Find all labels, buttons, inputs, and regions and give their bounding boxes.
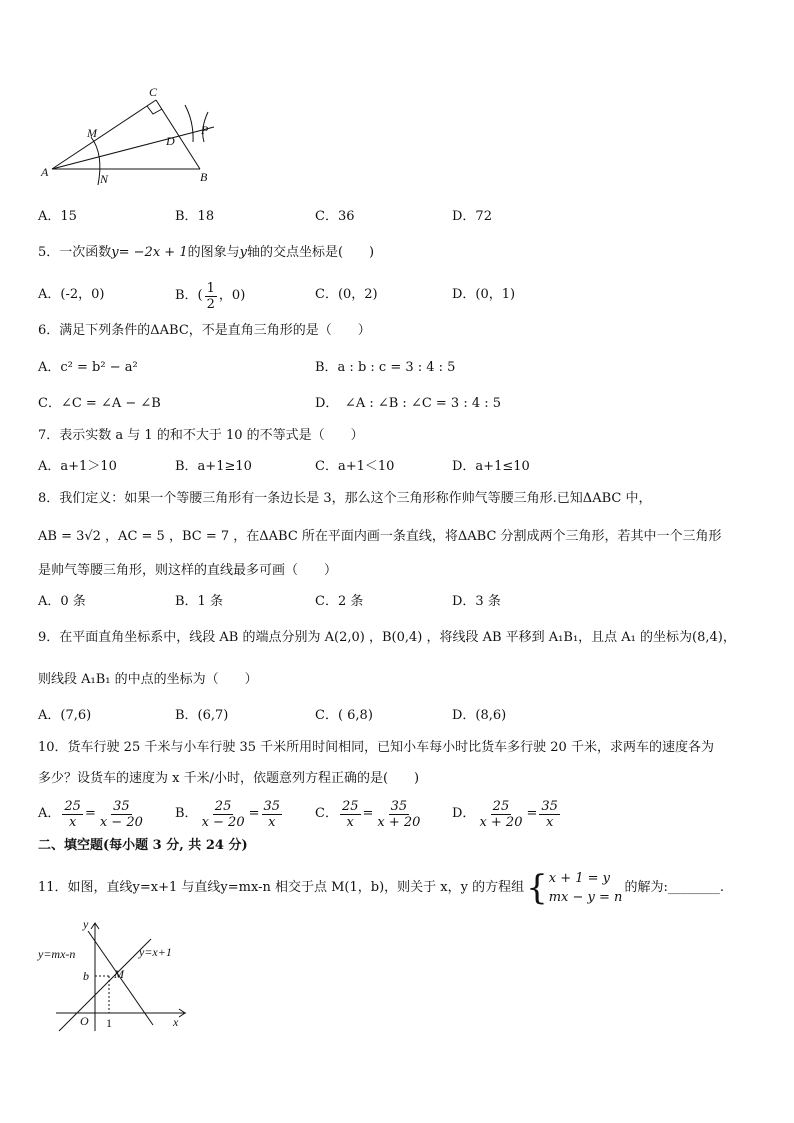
q10-a-d1: x [68,814,77,830]
label-C: C [149,85,158,99]
q6-option-c[interactable]: C．∠C = ∠A − ∠B [38,396,161,411]
q10-c-label: C． [315,806,338,821]
q10-a-frac1 [62,799,83,830]
label-B: B [200,170,208,184]
q5-b-num: 1 [206,280,215,296]
q10-d-d2: x [545,814,554,830]
q10-c-frac1 [340,799,361,830]
label-1: 1 [106,1016,112,1030]
q10-option-c[interactable]: C． $\frac{25}{x}$ = $\frac{35}{x + 20}$ [315,798,421,830]
q10-b-frac1 [200,799,247,830]
label-P: P [201,123,209,137]
q5-post: 轴的交点坐标是( ) [246,245,375,260]
q10-c-n1: 25 [341,798,359,814]
q10-d-frac2 [539,799,560,830]
q10-a-d2: x − 20 [99,814,143,830]
q10-b-frac2 [262,799,283,830]
q10-d-label: D． [452,806,476,821]
q5-b-den: 2 [206,296,215,312]
question-7-stem: 7．表示实数 a 与 1 的和不大于 10 的不等式是（ ） [38,428,364,443]
question-9-line1: 9．在平面直角坐标系中，线段 AB 的端点分别为 A(2,0) ，B(0,4) ，将线段 AB 平移到 A₁B₁，且点 A₁ 的坐标为(8,4)， [38,630,736,645]
q5-formula-lhs: y [111,245,119,260]
q8-option-b[interactable]: B．1 条 [175,594,223,609]
q9-option-c[interactable]: C．( 6,8) [315,708,373,723]
q4-option-d[interactable]: D．72 [452,209,492,224]
question-8-line3: 是帅气等腰三角形，则这样的直线最多可画（ ） [38,563,338,578]
q6-option-b[interactable]: B．a : b : c = 3 : 4 : 5 [315,360,456,375]
question-6-stem: 6．满足下列条件的ΔABC，不是直角三角形的是（ ） [38,323,371,338]
graph-figure [36,915,186,1033]
q5-var: y [239,245,247,260]
triangle-figure [38,82,228,187]
q10-d-n1: 25 [492,798,510,814]
question-9-line2: 则线段 A₁B₁ 的中点的坐标为（ ） [38,672,258,687]
label-M: M [87,126,97,140]
q5-option-d[interactable]: D．(0，1) [452,287,516,302]
q4-option-a[interactable]: A．15 [38,209,77,224]
q10-option-a[interactable]: A． $\frac{25}{x}$ = $\frac{35}{x - 20}$ [38,798,143,830]
q5-option-b[interactable] [175,276,245,316]
q9-option-a[interactable]: A．(7,6) [38,708,92,723]
side-AC [52,100,156,169]
q10-a-label: A． [38,806,61,821]
q5-option-b-post: ，0) [218,288,246,303]
q5-option-b-pre: B．( [175,288,203,303]
q8-option-a[interactable]: A．0 条 [38,594,86,609]
arc-P1 [185,105,193,142]
q11-eq2: mx − y = n [548,890,623,905]
q5-option-b-fraction [205,281,217,312]
q7-option-c[interactable]: C．a+1＜10 [315,459,395,474]
q6-option-d[interactable]: D． ∠A : ∠B : ∠C = 3 : 4 : 5 [315,396,502,411]
label-M: M [114,967,124,981]
q9-option-b[interactable]: B．(6,7) [175,708,229,723]
q11-brace: { [526,868,548,908]
label-A: A [41,165,49,179]
q10-option-b[interactable]: B． $\frac{25}{x - 20}$ = $\frac{35}{x}$ [175,798,281,830]
right-angle-mark [147,106,162,114]
q4-option-c[interactable]: C．36 [315,209,355,224]
question-5-stem [38,245,374,261]
label-N: N [100,172,109,186]
q11-pre: 11．如图，直线y=x+1 与直线y=mx-n 相交于点 M(1，b)，则关于 x，y 的方程组 [38,880,525,895]
q5-pre: 5．一次函数 [38,245,112,260]
q4-option-b[interactable]: B．18 [175,209,215,224]
q10-c-d2: x + 20 [377,814,421,830]
label-O: O [80,1014,89,1028]
q10-b-d1: x − 20 [201,814,245,830]
q10-c-frac2 [375,799,422,830]
q10-a-n2: 35 [113,798,130,814]
arc-MN [91,137,100,185]
question-8-line2: AB = 3√2 ，AC = 5 ，BC = 7 ，在ΔABC 所在平面内画一条直线，将ΔABC 分割成两个三角形，若其中一个三角形 [38,529,722,544]
q7-option-a[interactable]: A．a+1＞10 [38,459,117,474]
q10-b-label: B． [175,806,198,821]
q5-option-a[interactable]: A．(-2，0) [38,287,105,302]
q10-a-frac2 [98,799,145,830]
label-b: b [83,969,89,983]
q10-d-d1: x + 20 [479,814,523,830]
q11-system [549,869,623,907]
question-10-line1: 10．货车行驶 25 千米与小车行驶 35 千米所用时间相同，已知小车每小时比货车多行驶 20 千米，求两车的速度各为 [38,740,714,755]
section-2-heading: 二、填空题(每小题 3 分, 共 24 分) [38,838,248,853]
q5-option-c[interactable]: C．(0，2) [315,287,378,302]
question-11-stem [38,865,724,911]
q10-b-n1: 25 [214,798,232,814]
label-x-axis: x [173,1015,179,1029]
q5-formula-rhs: = −2x + 1 [118,245,188,260]
q10-option-d[interactable]: D． $\frac{25}{x + 20}$ = $\frac{35}{x}$ [452,798,558,830]
q7-option-d[interactable]: D．a+1≤10 [452,459,530,474]
q10-b-n2: 35 [263,798,281,814]
label-D: D [166,134,175,148]
label-line1: y=x+1 [139,945,172,959]
q11-post: 的解为:________. [624,880,724,895]
q9-option-d[interactable]: D．(8,6) [452,708,507,723]
q10-d-n2: 35 [541,798,558,814]
q10-a-n1: 25 [64,798,81,814]
q6-option-a[interactable]: A．c² = b² − a² [38,360,138,375]
q7-option-b[interactable]: B．a+1≥10 [175,459,252,474]
bisector-AD [52,127,214,169]
q8-option-d[interactable]: D．3 条 [452,594,501,609]
q8-option-c[interactable]: C．2 条 [315,594,364,609]
q10-c-d1: x [346,814,354,830]
label-y-axis: y [83,917,89,931]
label-line2: y=mx-n [38,947,76,961]
question-8-line1: 8．我们定义：如果一个等腰三角形有一条边长是 3，那么这个三角形称作帅气等腰三角形.已知ΔABC 中， [38,491,652,506]
question-10-line2: 多少？设货车的速度为 x 千米/小时，依题意列方程正确的是( ) [38,771,420,786]
q10-b-d2: x [268,814,276,830]
q5-mid: 的图象与 [187,245,240,260]
q10-d-frac1 [477,799,524,830]
q11-eq1: x + 1 = y [548,871,610,886]
q10-c-n2: 35 [390,798,408,814]
